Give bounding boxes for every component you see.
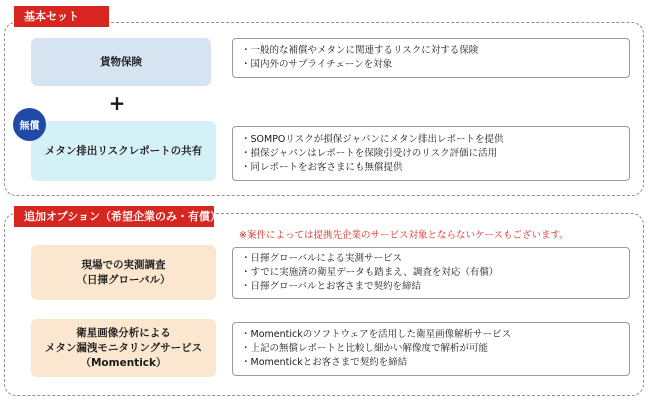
basic-set-tab: 基本セット	[14, 6, 109, 27]
optional-note: ※案件によっては提携先企業のサービス対象とならないケースもございます。	[239, 230, 569, 241]
free-badge: 無償	[13, 108, 46, 141]
detail-line: ・日揮グローバルによる実測サービス	[241, 253, 403, 264]
optional-tab: 追加オプション（希望企業のみ・有償）	[14, 206, 214, 227]
satellite-monitoring-box	[31, 319, 216, 377]
detail-line: ・一般的な補償やメタンに関連するリスクに対する保険	[241, 45, 479, 56]
service-label: （Momentick）	[80, 356, 167, 369]
service-label: メタン排出リスクレポートの共有	[44, 144, 203, 157]
detail-line: ・日揮グローバルとお客さまで契約を締結	[241, 281, 422, 292]
detail-line: ・国内外のサプライチェーンを対象	[241, 59, 393, 70]
methane-report-box	[31, 121, 216, 181]
onsite-survey-details	[232, 247, 630, 299]
plus-icon: +	[108, 91, 126, 115]
detail-line: ・Momentickとお客さまで契約を締結	[241, 357, 408, 368]
onsite-survey-box	[31, 245, 216, 300]
detail-line: ・Momentickのソフトウェアを活用した衛星画像解析サービス	[241, 329, 512, 340]
detail-line: ・損保ジャパンはレポートを保険引受けのリスク評価に活用	[241, 147, 498, 159]
detail-line: ・同レポートをお客さまにも無償提供	[241, 161, 403, 173]
detail-line: ・上記の無償レポートと比較し細かい解像度で解析が可能	[241, 343, 489, 354]
service-label: メタン漏洩モニタリングサービス	[44, 341, 203, 354]
cargo-insurance-box	[31, 38, 211, 86]
detail-line: ・SOMPOリスクが損保ジャパンにメタン排出レポートを提供	[241, 133, 504, 145]
service-label: 貨物保険	[100, 55, 142, 68]
cargo-insurance-details	[232, 38, 630, 78]
satellite-monitoring-details	[232, 322, 630, 376]
service-label: 現場での実測調査	[81, 258, 166, 271]
detail-line: ・すでに実施済の衛星データも踏まえ、調査を対応（有償）	[241, 267, 499, 278]
service-label: 衛星画像分析による	[76, 326, 171, 339]
methane-report-details	[232, 126, 630, 181]
service-label: （日揮グローバル）	[76, 273, 171, 286]
